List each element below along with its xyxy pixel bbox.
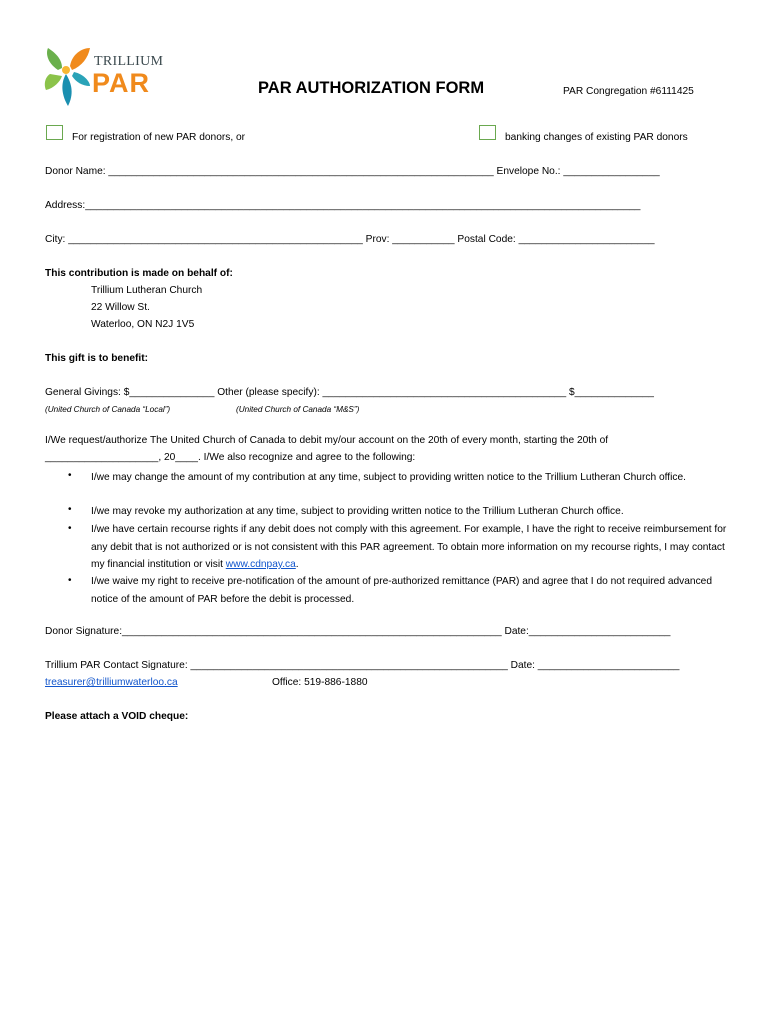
authorization-point-4: I/we waive my right to receive pre-notification of the amount of pre-authorized remittance (PAR) and agree that I do not required advanced notice of the amount of PAR before the debit is processed. — [91, 576, 713, 605]
authorization-point-3 — [91, 521, 727, 574]
treasurer-email-link[interactable]: treasurer@trilliumwaterloo.ca — [45, 677, 178, 688]
authorization-point-1: I/we may change the amount of my contribution at any time, subject to providing written notice to the Trillium Lutheran Church office. — [91, 472, 686, 483]
ms-note: (United Church of Canada “M&S”) — [236, 405, 360, 414]
behalf-heading: This contribution is made on behalf of: — [45, 268, 233, 279]
church-street: 22 Willow St. — [91, 302, 150, 313]
church-city: Waterloo, ON N2J 1V5 — [91, 319, 195, 330]
address-field[interactable]: Address:__________________________________________________________________________________________________ — [45, 200, 641, 211]
congregation-number: PAR Congregation #6111425 — [563, 86, 694, 97]
bullet-4: • — [68, 575, 72, 586]
authorization-intro: I/We request/authorize The United Church of Canada to debit my/our account on the 20th of every month, starting the 20th of — [45, 435, 609, 446]
banking-changes-checkbox[interactable] — [479, 125, 496, 140]
new-donor-checkbox[interactable] — [46, 125, 63, 140]
logo-text-par: PAR — [92, 68, 151, 98]
authorization-point-2: I/we may revoke my authorization at any time, subject to providing written notice to the Trillium Lutheran Church office. — [91, 506, 624, 517]
authorization-point-3-text: I/we have certain recourse rights if any debit does not comply with this agreement. For example, I have the right to receive reimbursement for any debit that is not authorized or is not consistent with this PAR agreement. To obtain more information on my recourse rights, I may contact my financial institution or visit — [91, 524, 727, 570]
form-title: PAR AUTHORIZATION FORM — [258, 79, 485, 97]
benefit-heading: This gift is to benefit: — [45, 353, 148, 364]
givings-line[interactable]: General Givings: $_______________ Other (please specify): ___________________________________________ $______________ — [45, 387, 654, 398]
void-cheque-heading: Please attach a VOID cheque: — [45, 711, 189, 722]
banking-changes-label: banking changes of existing PAR donors — [505, 132, 688, 143]
trillium-leaf-icon — [44, 44, 94, 110]
donor-name-field[interactable]: Donor Name: ____________________________________________________________________ Envelope No.: _________________ — [45, 166, 660, 177]
logo-text-trillium: TRILLIUM — [94, 54, 164, 69]
donor-signature-field[interactable]: Donor Signature:___________________________________________________________________ Date:_________________________ — [45, 626, 671, 637]
bullet-1: • — [68, 470, 72, 481]
contact-signature-field[interactable]: Trillium PAR Contact Signature: ________________________________________________________ Date: _________________________ — [45, 660, 680, 671]
new-donor-label: For registration of new PAR donors, or — [72, 132, 246, 143]
authorization-date-line[interactable]: ____________________, 20____. I/We also recognize and agree to the following: — [45, 452, 416, 463]
local-note: (United Church of Canada “Local”) — [45, 405, 171, 414]
office-phone: Office: 519-886-1880 — [272, 677, 368, 688]
bullet-2: • — [68, 504, 72, 515]
city-field[interactable]: City: ____________________________________________________ Prov: ___________ Postal Code: ________________________ — [45, 234, 655, 245]
bullet-3: • — [68, 523, 72, 534]
cdnpay-link[interactable]: www.cdnpay.ca — [225, 559, 296, 570]
authorization-point-3-end: . — [295, 559, 299, 570]
trillium-par-logo — [44, 44, 194, 110]
church-name: Trillium Lutheran Church — [91, 285, 203, 296]
